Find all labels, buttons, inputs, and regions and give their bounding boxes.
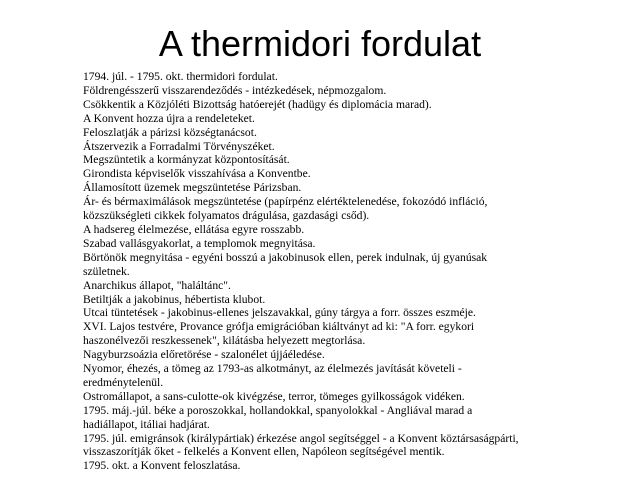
text-line: Átszervezik a Forradalmi Törvényszéket. — [83, 139, 275, 153]
text-line: Megszüntetik a kormányzat központosítását. — [83, 153, 290, 167]
text-line: Csökkentik a Közjóléti Bizottság hatóerejét (hadügy és diplomácia marad). — [83, 97, 432, 111]
text-line: Utcai tüntetések - jakobinus-ellenes jelszavakkal, gúny tárgya a forr. összes eszméje. — [83, 306, 476, 320]
slide-body — [83, 70, 553, 473]
text-line: XVI. Lajos testvére, Provance grófja emigrációban kiáltványt ad ki: "A forr. egykori haszonélvezői reszkessenek", kilátásba helyezett megtorlása. — [83, 320, 475, 348]
text-line: Betiltják a jakobinus, hébertista klubot. — [83, 292, 266, 306]
text-line: Nyomor, éhezés, a tömeg az 1793-as alkotmányt, az élelmezés javítását követeli - eredménytelenül. — [83, 362, 462, 389]
text-line: Feloszlatják a párizsi községtanácsot. — [83, 125, 257, 139]
text-line: Földrengésszerű visszarendeződés - intézkedések, népmozgalom. — [83, 83, 387, 97]
text-line: Anarchikus állapot, "haláltánc". — [83, 278, 231, 292]
text-line: Nagyburzsoázia előretörése - szalonélet újjáéledése. — [83, 348, 325, 362]
text-line: A hadsereg élelmezése, ellátása egyre rosszabb. — [83, 222, 305, 236]
text-line: Girondista képviselők visszahívása a Konventbe. — [83, 167, 311, 181]
text-line: A Konvent hozza újra a rendeleteket. — [83, 111, 255, 125]
text-line: 1795. okt. a Konvent feloszlatása. — [83, 459, 241, 473]
slide-title: A thermidori fordulat — [158, 23, 482, 64]
text-line: Ostromállapot, a sans-culotte-ok kivégzése, terror, tömeges gyilkosságok vidéken. — [83, 389, 465, 403]
text-line: 1794. júl. - 1795. okt. thermidori fordulat. — [83, 70, 278, 83]
text-line: Szabad vallásgyakorlat, a templomok megnyitása. — [83, 236, 316, 250]
text-line: 1795. máj.-júl. béke a poroszokkal, hollandokkal, spanyolokkal - Angliával marad a hadiállapot, itáliai hadjárat. — [83, 403, 473, 431]
text-line: Börtönök megnyitása - egyéni bosszú a jakobinusok ellen, perek indulnak, új gyanúsak születnek. — [83, 250, 488, 278]
text-line: 1795. júl. emigránsok (királypártiak) érkezése angol segítséggel - a Konvent köztársaságpárti, visszaszorítják őket - felkelés a Konvent ellen, Napóleon segítségével mentik. — [83, 431, 519, 459]
text-line: Államosított üzemek megszüntetése Párizsban. — [83, 181, 302, 195]
text-line: Ár- és bérmaximálások megszüntetése (papírpénz elértéktelenedése, fokozódó infláció, közszükségleti cikkek folyamatos drágulása, gazdasági csőd). — [83, 195, 488, 223]
